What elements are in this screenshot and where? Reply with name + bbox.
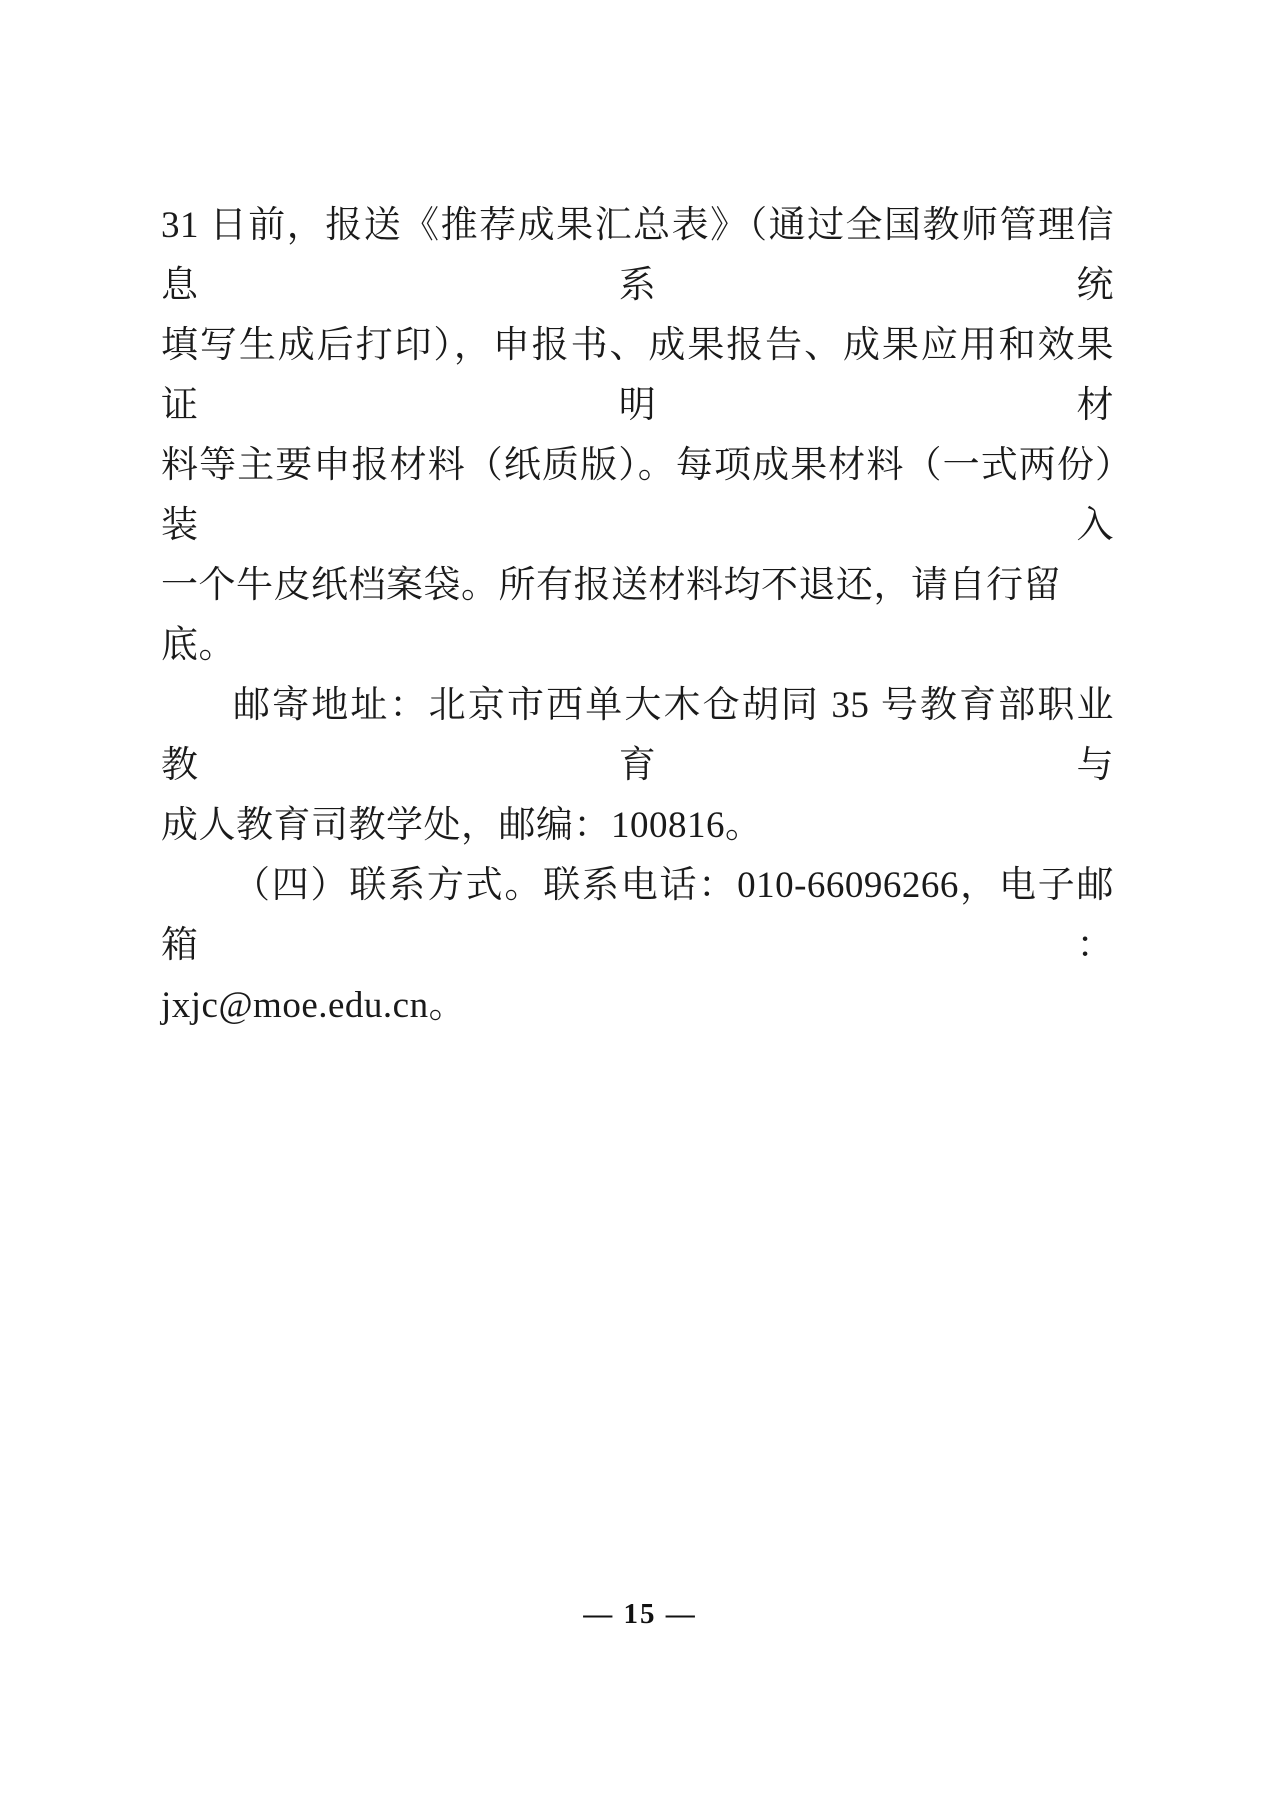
body-line: jxjc@moe.edu.cn。: [161, 985, 467, 1026]
body-line: 成人教育司教学处，邮编：100816。: [161, 805, 763, 846]
body-line: 31 日前，报送《推荐成果汇总表》（通过全国教师管理信息系统: [161, 205, 1114, 306]
body-line: 料等主要申报材料（纸质版）。每项成果材料（一式两份）装入: [161, 445, 1114, 546]
document-body: [161, 196, 1114, 1036]
body-line: 填写生成后打印），申报书、成果报告、成果应用和效果证明材: [161, 325, 1114, 426]
body-line: （四）联系方式。联系电话：010-66096266，电子邮箱：: [161, 865, 1114, 966]
body-line: 邮寄地址：北京市西单大木仓胡同 35 号教育部职业教育与: [161, 685, 1114, 786]
body-line: 一个牛皮纸档案袋。所有报送材料均不退还，请自行留底。: [161, 565, 1061, 666]
page-number: — 15 —: [583, 1598, 697, 1630]
